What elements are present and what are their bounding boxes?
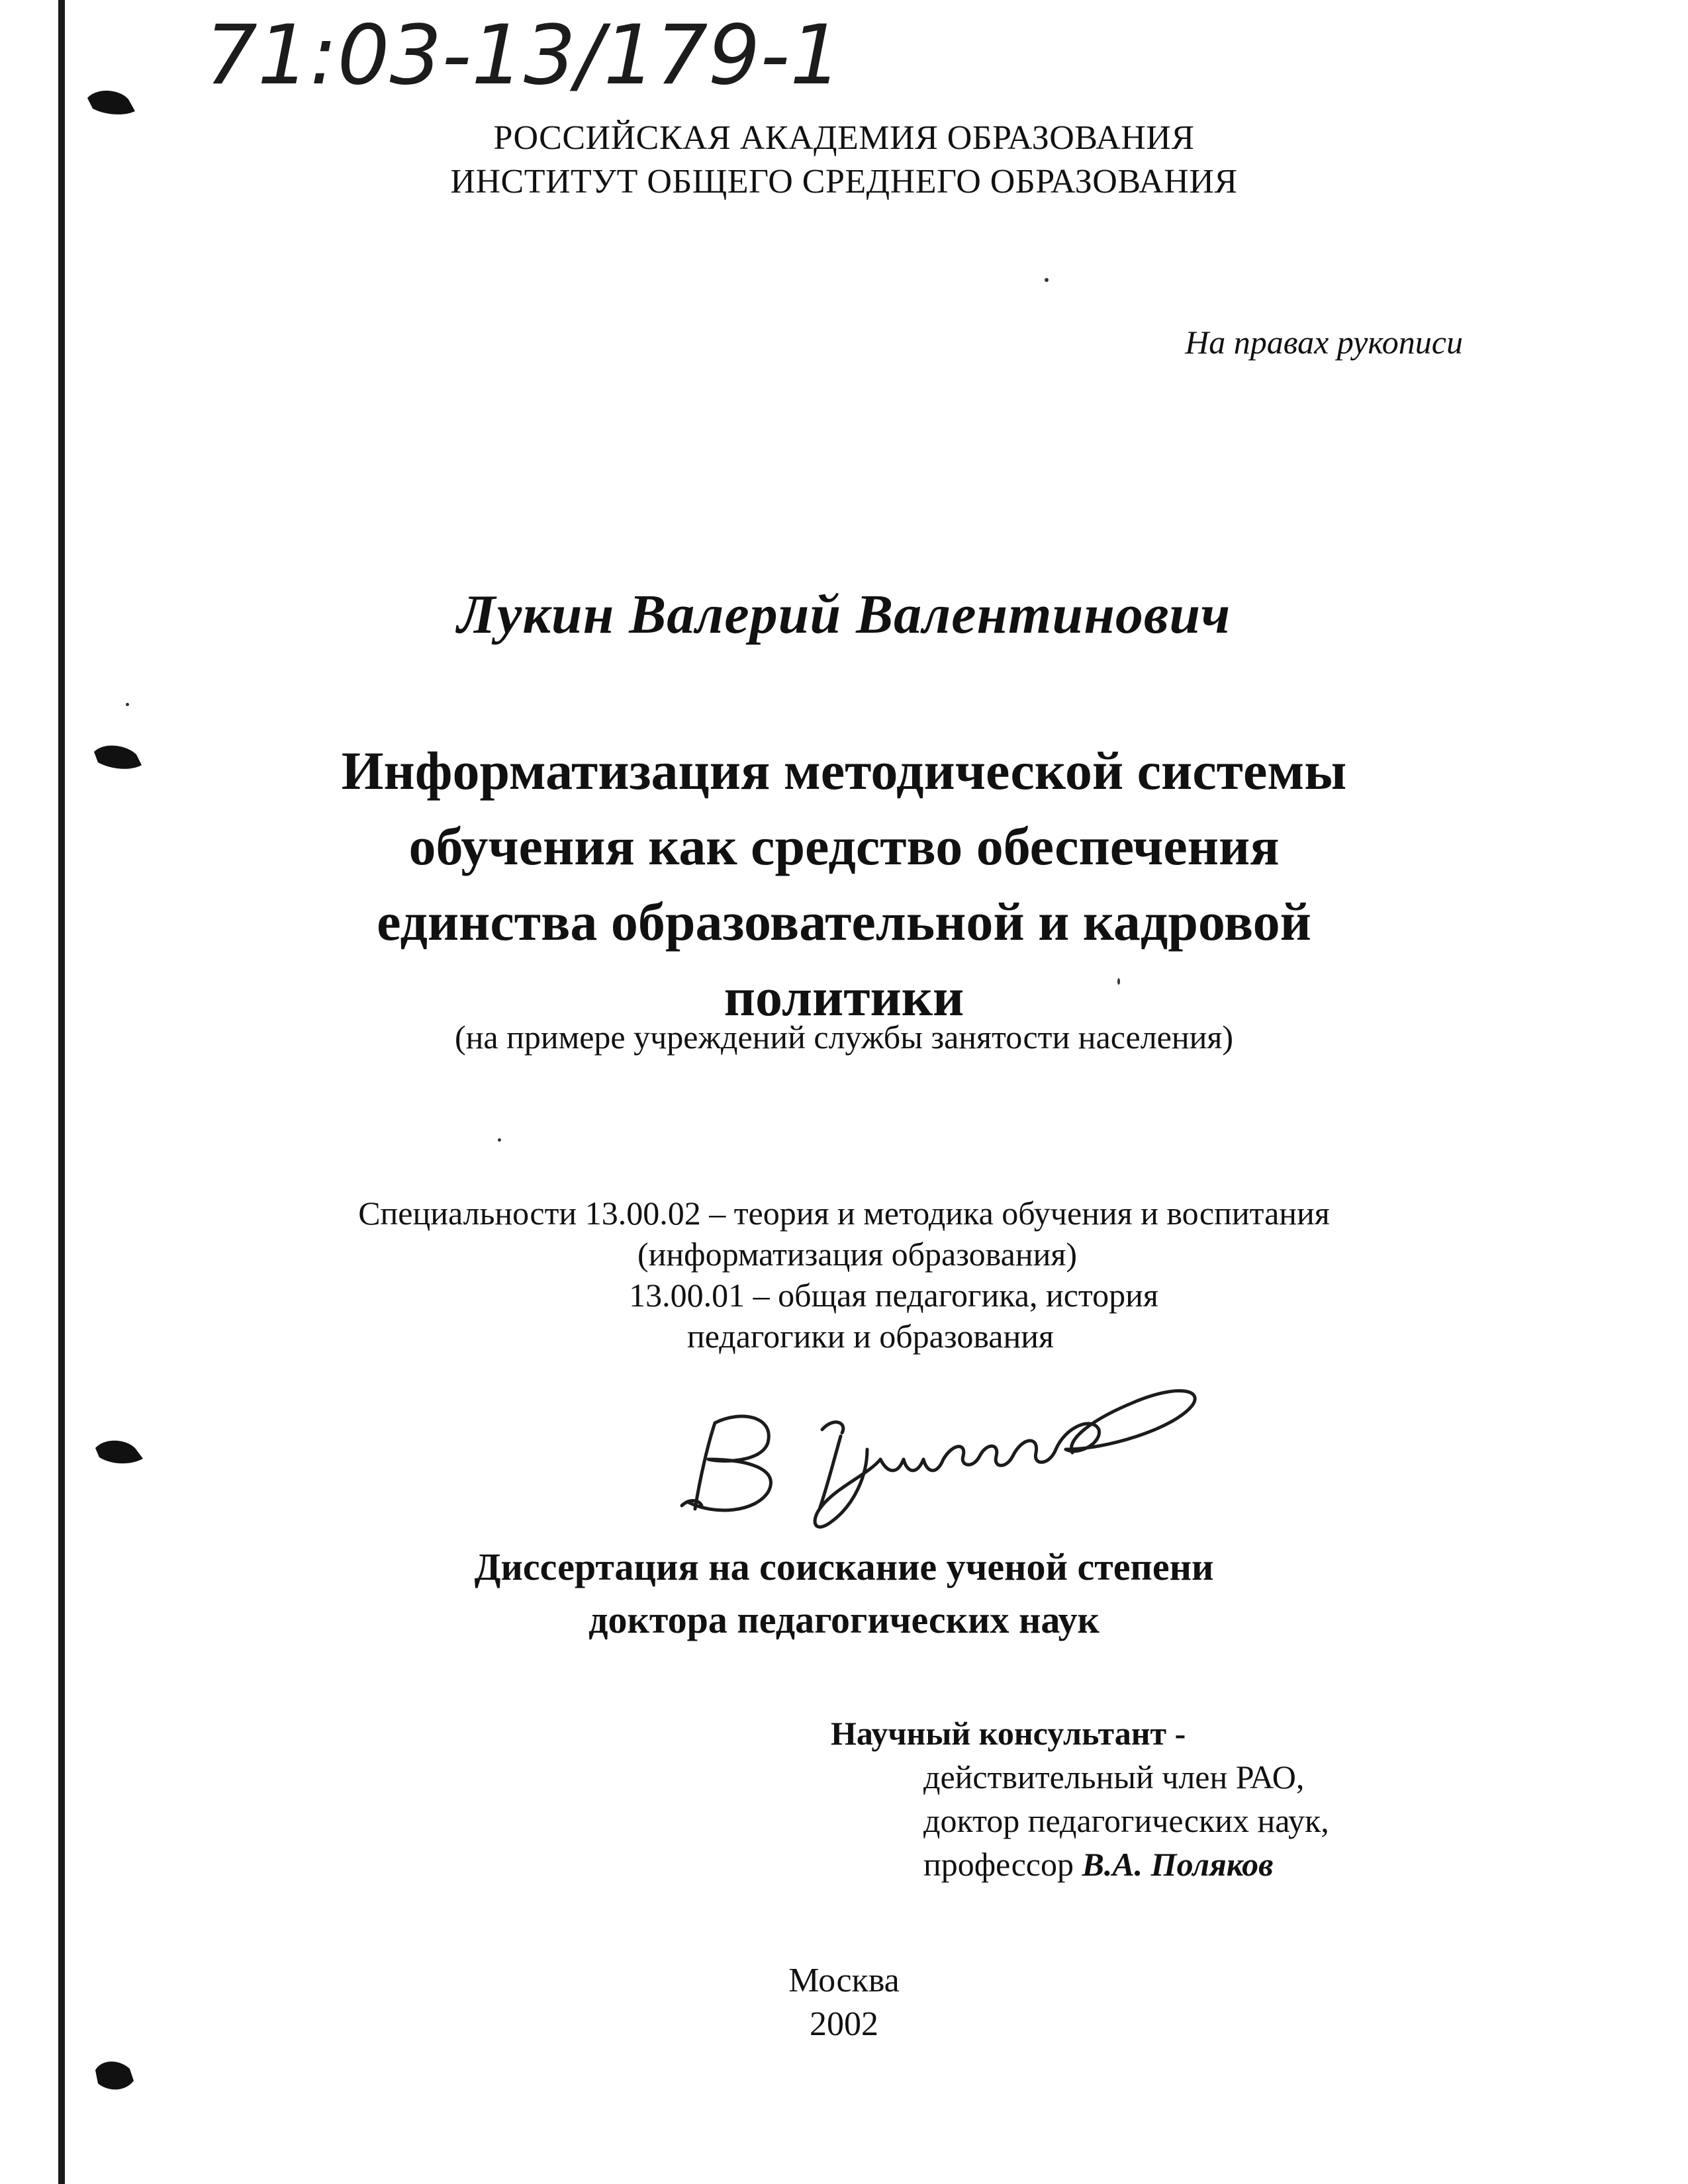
scan-speck — [126, 703, 129, 706]
specialty-line: 13.00.01 – общая педагогика, история — [629, 1277, 1158, 1314]
degree-statement — [0, 1541, 1688, 1647]
specialty-line: Специальности 13.00.02 – теория и методика обучения и воспитания — [358, 1195, 1330, 1232]
dissertation-title — [0, 733, 1688, 1035]
title-line: Информатизация методической системы — [341, 741, 1347, 801]
consultant-line: действительный член РАО, — [923, 1758, 1305, 1796]
author-name: Лукин Валерий Валентинович — [457, 584, 1231, 645]
svg-text:71:03-13/179-1: 71:03-13/179-1 — [205, 8, 842, 103]
specialties-block — [0, 1193, 1688, 1357]
title-line: политики — [724, 967, 964, 1027]
title-line: единства образовательной и кадровой — [377, 891, 1311, 952]
punch-hole-mark — [93, 1435, 146, 1469]
place-and-year — [0, 1959, 1688, 2046]
consultant-heading: Научный консультант - — [831, 1715, 1186, 1752]
scan-speck — [498, 1138, 501, 1142]
institution-line-academy: РОССИЙСКАЯ АКАДЕМИЯ ОБРАЗОВАНИЯ — [493, 119, 1195, 157]
scientific-consultant — [831, 1711, 1329, 1886]
degree-line: Диссертация на соискание ученой степени — [474, 1545, 1214, 1588]
consultant-line — [831, 1843, 1329, 1886]
rights-note: На правах рукописи — [1185, 324, 1463, 361]
handwritten-catalog-number — [199, 5, 960, 111]
punch-hole-mark — [85, 85, 138, 119]
consultant-title: профессор — [923, 1846, 1082, 1883]
author-signature — [669, 1343, 1211, 1535]
year: 2002 — [810, 2005, 878, 2043]
punch-hole-mark — [91, 2056, 138, 2095]
title-subtitle: (на примере учреждений службы занятости населения) — [454, 1019, 1234, 1056]
scan-speck — [1045, 278, 1049, 282]
specialty-line: педагогики и образования — [686, 1318, 1054, 1355]
degree-line: доктора педагогических наук — [588, 1598, 1100, 1641]
title-line: обучения как средство обеспечения — [408, 816, 1280, 876]
consultant-line: доктор педагогических наук, — [923, 1802, 1329, 1839]
consultant-name: В.А. Поляков — [1082, 1846, 1274, 1883]
institution-heading — [0, 116, 1688, 204]
specialty-line: (информатизация образования) — [637, 1236, 1077, 1273]
city: Москва — [788, 1962, 900, 1999]
scan-left-edge — [58, 0, 65, 2184]
institution-line-institute: ИНСТИТУТ ОБЩЕГО СРЕДНЕГО ОБРАЗОВАНИЯ — [450, 163, 1238, 201]
